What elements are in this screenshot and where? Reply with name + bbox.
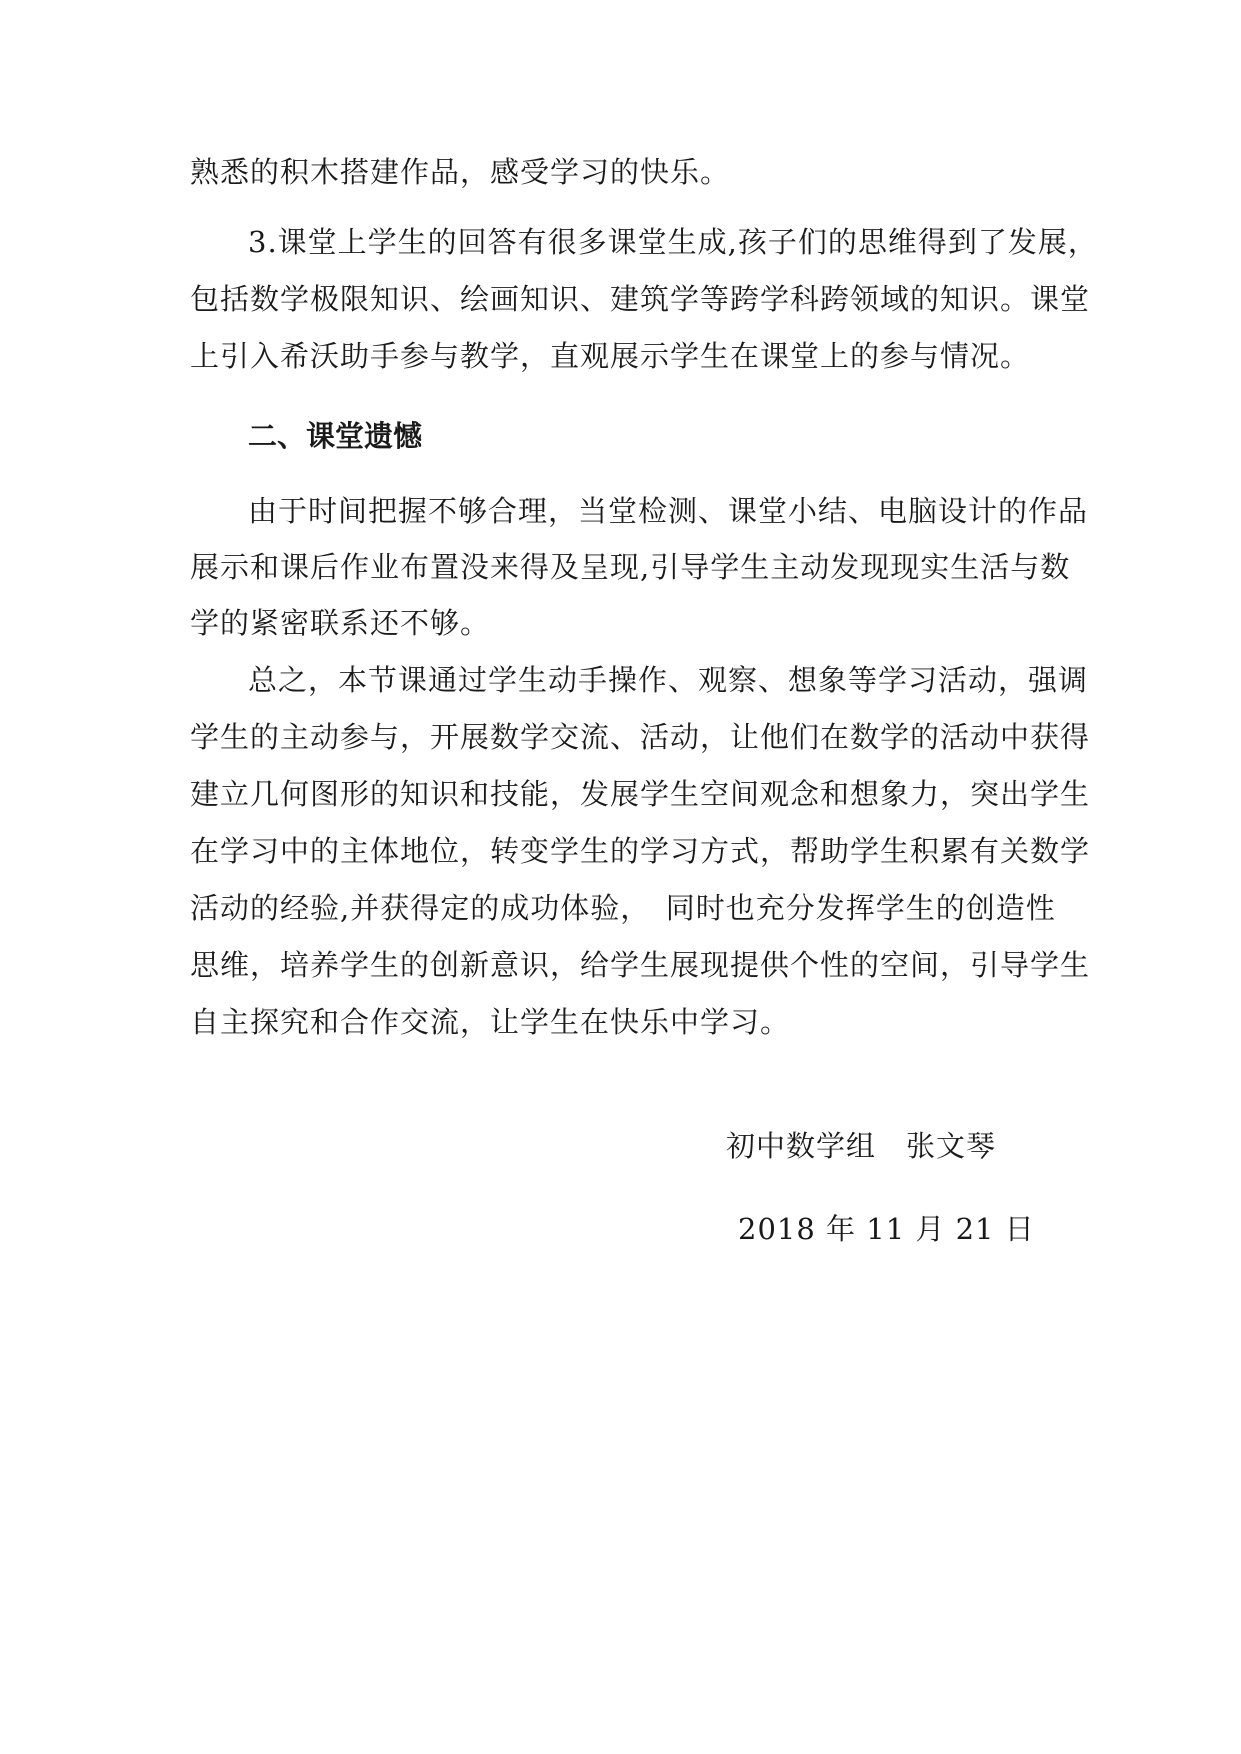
paragraph-line: 展示和课后作业布置没来得及呈现,引导学生主动发现现实生活与数 — [190, 550, 1071, 584]
paragraph-line: 思维，培养学生的创新意识，给学生展现提供个性的空间，引导学生 — [190, 948, 1091, 982]
paragraph-line: 熟悉的积木搭建作品，感受学习的快乐。 — [190, 155, 731, 189]
signature-author: 初中数学组 张文琴 — [726, 1129, 997, 1163]
signature-date: 2018 年 11 月 21 日 — [738, 1212, 1035, 1246]
paragraph-line: 3.课堂上学生的回答有很多课堂生成,孩子们的思维得到了发展， — [248, 225, 1098, 259]
paragraph-line: 建立几何图形的知识和技能，发展学生空间观念和想象力，突出学生 — [190, 777, 1091, 811]
section-heading: 二、课堂遗憾 — [248, 419, 423, 453]
paragraph-line: 活动的经验,并获得定的成功体验， 同时也充分发挥学生的创造性 — [190, 891, 1056, 925]
paragraph-line: 由于时间把握不够合理，当堂检测、课堂小结、电脑设计的作品 — [248, 494, 1089, 528]
paragraph-line: 总之，本节课通过学生动手操作、观察、想象等学习活动，强调 — [248, 663, 1089, 697]
paragraph-line: 学生的主动参与，开展数学交流、活动，让他们在数学的活动中获得 — [190, 720, 1091, 754]
paragraph-line: 在学习中的主体地位，转变学生的学习方式，帮助学生积累有关数学 — [190, 834, 1091, 868]
paragraph-line: 学的紧密联系还不够。 — [190, 606, 491, 640]
paragraph-line: 自主探究和合作交流，让学生在快乐中学习。 — [190, 1005, 791, 1039]
paragraph-line: 上引入希沃助手参与教学，直观展示学生在课堂上的参与情况。 — [190, 339, 1031, 373]
paragraph-line: 包括数学极限知识、绘画知识、建筑学等跨学科跨领域的知识。课堂 — [190, 282, 1091, 316]
